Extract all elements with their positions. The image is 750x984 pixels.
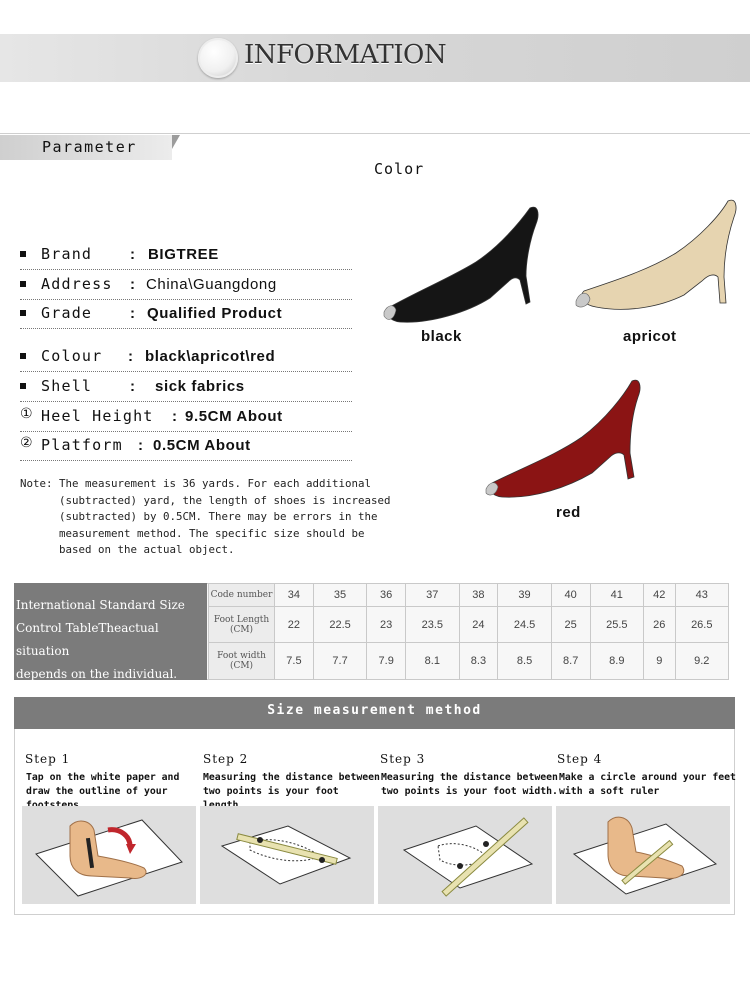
table-cell: 40 [551,584,590,607]
step-4-title: Step 4 [557,752,603,766]
spec-row-platform [20,436,352,461]
step-2-illustration [200,806,374,904]
spec-value: China\Guangdong [146,276,277,293]
spec-label: Address [41,275,113,293]
table-cell: 34 [275,584,314,607]
spec-separator: : [138,437,144,454]
table-cell: 25.5 [590,606,643,643]
table-cell: 38 [459,584,498,607]
parameter-tab-label: Parameter [42,138,137,156]
color-label-apricot: apricot [623,328,677,345]
step-3-description: Measuring the distance between two points is your foot width. [381,772,558,797]
table-cell: 43 [675,584,728,607]
size-note: Note: The measurement is 36 yards. For each additional (subtracted) yard, the length of shoes is increased (subtracted) by 0.5CM. There may be errors in the measurement method. The specific size should be based on the actual object. [20,477,391,557]
shoe-red-image [480,375,645,505]
table-cell: 39 [498,584,551,607]
table-cell: 23 [367,606,406,643]
spec-row-heel-height [20,407,352,432]
step-2-title: Step 2 [203,752,249,766]
table-cell: 25 [551,606,590,643]
spec-separator: : [172,408,178,425]
table-cell: 22.5 [313,606,366,643]
header-circle-ornament [198,38,238,78]
spec-separator: : [130,378,136,395]
color-section-title: Color [374,160,425,178]
spec-row-address [20,275,352,300]
row-header-foot-width: Foot width (CM) [209,643,275,680]
step-2-description: Measuring the distance between two points is your foot [203,772,380,797]
table-cell: 8.7 [551,643,590,680]
spec-row-shell [20,377,352,402]
step-1-title: Step 1 [25,752,71,766]
step-3-illustration [378,806,552,904]
color-label-red: red [556,504,581,521]
table-cell: 41 [590,584,643,607]
spec-label: Brand [41,245,93,263]
spec-separator: : [128,348,134,365]
spec-row-colour [20,347,352,372]
spec-label: Grade [41,304,93,322]
circled-one-marker: ① [20,406,33,422]
table-cell: 7.9 [367,643,406,680]
square-bullet-icon [20,251,26,257]
step-4-description: Make a circle around your feet with a soft ruler [559,772,736,797]
spec-value: sick fabrics [155,378,245,395]
table-cell: 26.5 [675,606,728,643]
shoe-apricot-image [570,195,740,325]
table-cell: 42 [644,584,676,607]
spec-value: black\apricot\red [145,348,276,365]
spec-separator: : [130,276,136,293]
step-1-description: Tap on the white paper and draw the outline of your [26,772,180,797]
spec-value: 0.5CM About [153,437,251,454]
table-cell: 8.1 [406,643,459,680]
spec-separator: : [130,246,136,263]
square-bullet-icon [20,383,26,389]
section-divider [0,133,750,134]
spec-separator: : [130,305,136,322]
shoe-black-image [380,200,540,330]
spec-row-grade [20,304,352,329]
square-bullet-icon [20,281,26,287]
spec-label: Platform [41,436,123,454]
parameter-tab-fold [172,135,180,149]
caption-line: Control TableTheactual situation [16,621,159,658]
caption-line: depends on the individual. [16,667,178,681]
table-cell: 26 [644,606,676,643]
table-cell: 24 [459,606,498,643]
row-header-code-number: Code number [209,584,275,607]
spec-label: Heel Height [41,407,154,425]
step-1-illustration [22,806,196,904]
spec-value: 9.5CM About [185,408,283,425]
spec-value: BIGTREE [148,246,219,263]
spec-row-brand [20,245,352,270]
step-3-title: Step 3 [380,752,426,766]
table-cell: 24.5 [498,606,551,643]
size-table-caption [14,583,207,680]
row-header-foot-length: Foot Length (CM) [209,606,275,643]
table-cell: 37 [406,584,459,607]
page-title: INFORMATION [244,40,447,70]
spec-label: Colour [41,347,103,365]
table-cell: 7.7 [313,643,366,680]
measurement-title: Size measurement method [267,703,482,718]
table-cell: 35 [313,584,366,607]
table-cell: 22 [275,606,314,643]
table-cell: 23.5 [406,606,459,643]
step-4-illustration [556,806,730,904]
table-cell: 36 [367,584,406,607]
table-cell: 8.9 [590,643,643,680]
circled-two-marker: ② [20,435,33,451]
caption-line: International Standard Size [16,598,185,612]
spec-label: Shell [41,377,93,395]
spec-value: Qualified Product [147,305,283,322]
table-cell: 8.5 [498,643,551,680]
square-bullet-icon [20,310,26,316]
table-cell: 9.2 [675,643,728,680]
table-cell: 8.3 [459,643,498,680]
square-bullet-icon [20,353,26,359]
table-cell: 9 [644,643,676,680]
table-cell: 7.5 [275,643,314,680]
color-label-black: black [421,328,462,345]
